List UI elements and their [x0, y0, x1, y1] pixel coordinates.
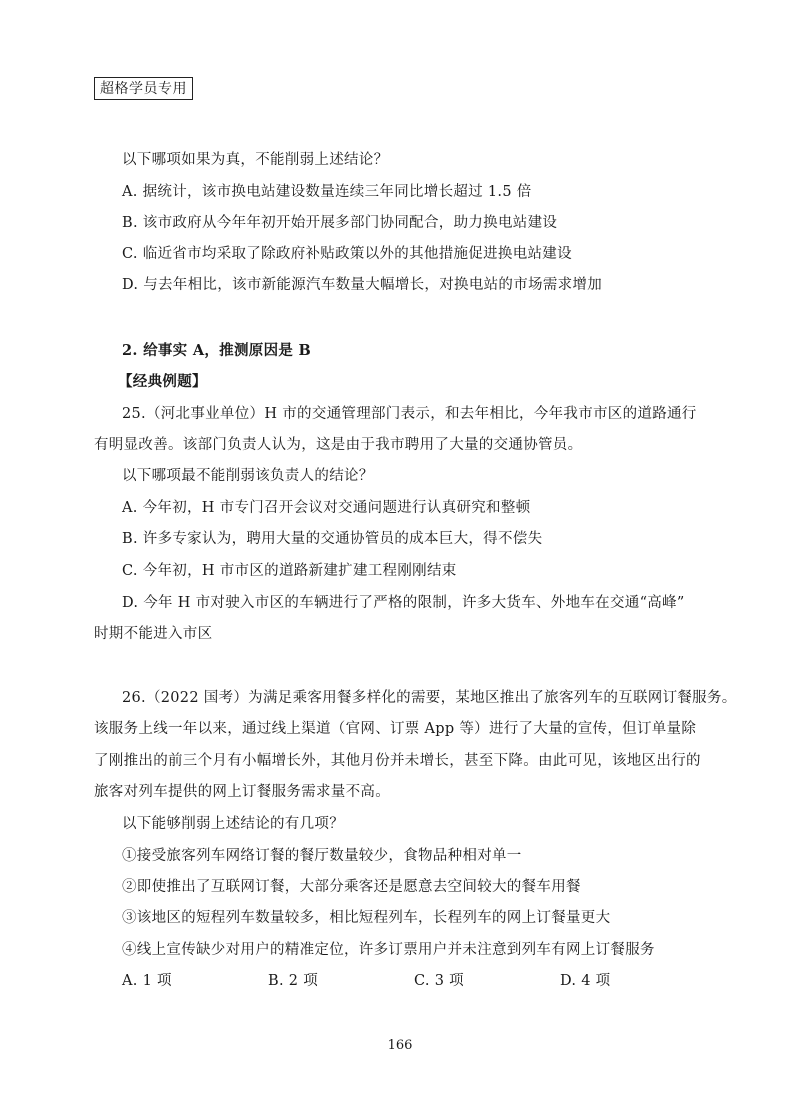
page-number: 166 [387, 1038, 413, 1053]
q26-stem-line-1: 26.（2022 国考）为满足乘客用餐多样化的需要，某地区推出了旅客列车的互联网订餐服务。 [122, 690, 737, 706]
q26-stem-line-3: 了刚推出的前三个月有小幅增长外，其他月份并未增长，甚至下降。由此可见，该地区出行的 [94, 753, 701, 769]
q26-option-b: B. 2 项 [268, 973, 319, 989]
q26-prompt: 以下能够削弱上述结论的有几项？ [122, 816, 344, 832]
option-a: A. 据统计，该市换电站建设数量连续三年同比增长超过 1.5 倍 [122, 184, 532, 200]
q26-option-d: D. 4 项 [560, 973, 611, 989]
q26-statement-2: ②即使推出了互联网订餐，大部分乘客还是愿意去空间较大的餐车用餐 [122, 879, 581, 895]
q25-stem-line-1: 25.（河北事业单位）H 市的交通管理部门表示，和去年相比，今年我市市区的道路通行 [122, 406, 697, 422]
option-b: B. 该市政府从今年年初开始开展多部门协同配合，助力换电站建设 [122, 215, 558, 231]
example-label: 【经典例题】 [118, 373, 207, 390]
q26-statement-1: ①接受旅客列车网络订餐的餐厅数量较少，食物品种相对单一 [122, 848, 522, 864]
q25-option-b: B. 许多专家认为，聘用大量的交通协管员的成本巨大，得不偿失 [122, 531, 543, 547]
option-d: D. 与去年相比，该市新能源汽车数量大幅增长，对换电站的市场需求增加 [122, 277, 603, 293]
q26-statement-4: ④线上宣传缺少对用户的精准定位，许多订票用户并未注意到列车有网上订餐服务 [122, 942, 655, 958]
q25-option-d-cont: 时期不能进入市区 [94, 626, 213, 642]
q26-statement-3: ③该地区的短程列车数量较多，相比短程列车，长程列车的网上订餐量更大 [122, 910, 611, 926]
q26-option-c: C. 3 项 [414, 973, 464, 989]
q25-stem-line-2: 有明显改善。该部门负责人认为，这是由于我市聘用了大量的交通协管员。 [94, 437, 583, 453]
q25-option-a: A. 今年初，H 市专门召开会议对交通问题进行认真研究和整顿 [122, 500, 531, 516]
q26-option-a: A. 1 项 [122, 973, 172, 989]
q25-prompt: 以下哪项最不能削弱该负责人的结论？ [122, 468, 374, 484]
student-only-tag: 超格学员专用 [94, 77, 193, 100]
q25-option-d: D. 今年 H 市对驶入市区的车辆进行了严格的限制，许多大货车、外地车在交通“高峰” [122, 595, 685, 611]
q26-stem-line-4: 旅客对列车提供的网上订餐服务需求量不高。 [94, 784, 390, 800]
question-prompt: 以下哪项如果为真，不能削弱上述结论？ [122, 152, 389, 168]
option-c: C. 临近省市均采取了除政府补贴政策以外的其他措施促进换电站建设 [122, 246, 572, 262]
q25-option-c: C. 今年初，H 市市区的道路新建扩建工程刚刚结束 [122, 563, 457, 579]
section-heading: 2. 给事实 A，推测原因是 B [122, 342, 312, 359]
q26-stem-line-2: 该服务上线一年以来，通过线上渠道（官网、订票 App 等）进行了大量的宣传，但订单量除 [94, 721, 697, 737]
